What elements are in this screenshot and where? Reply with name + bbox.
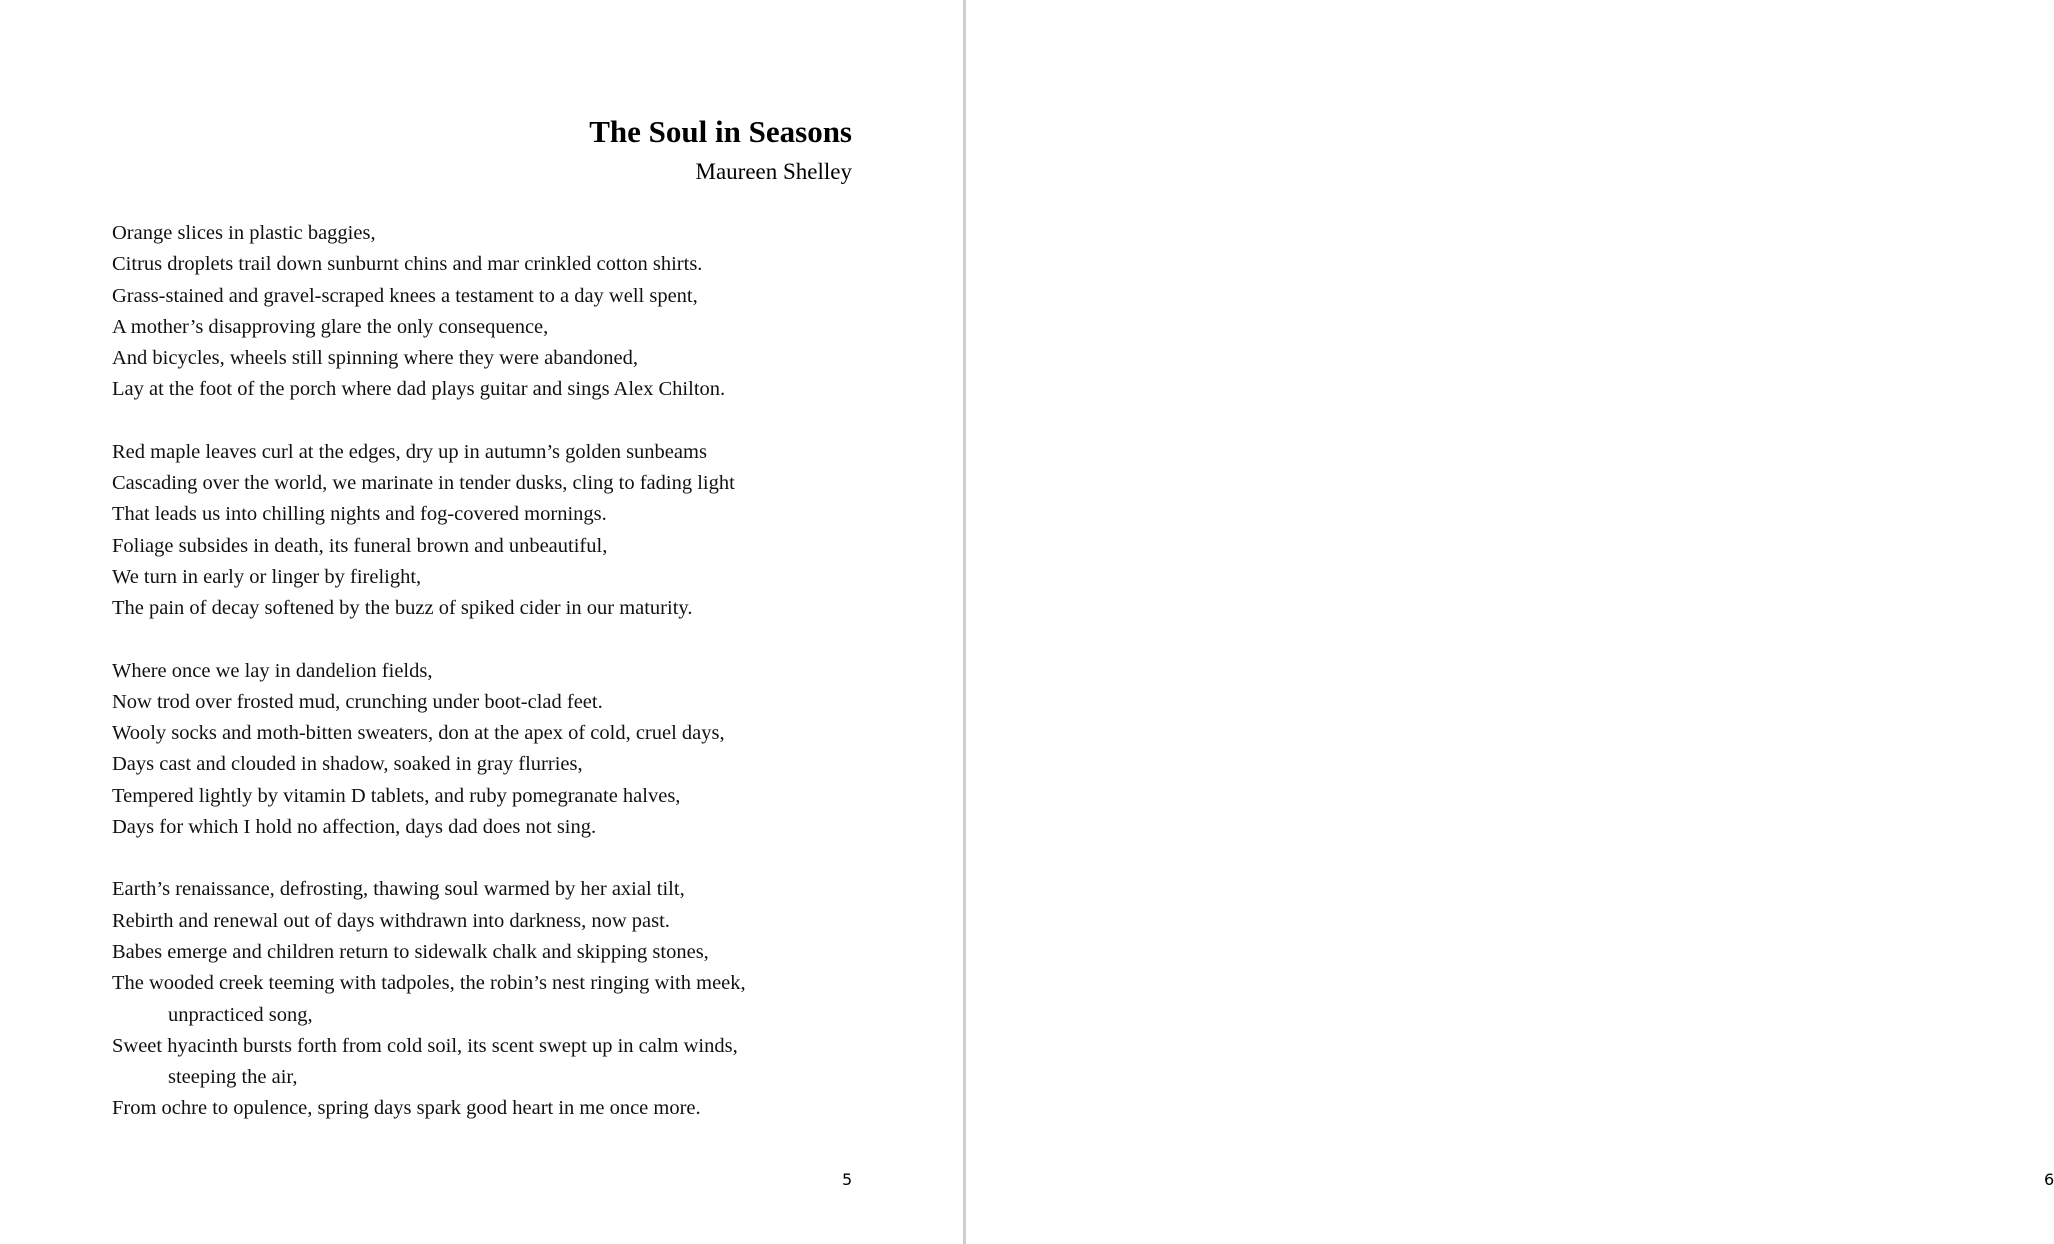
poem-line: We turn in early or linger by firelight, (112, 565, 422, 588)
poem-line: Cascading over the world, we marinate in tender dusks, cling to fading light (112, 472, 735, 495)
poem-line: Tempered lightly by vitamin D tablets, and ruby pomegranate halves, (112, 784, 681, 807)
poem-line: Lay at the foot of the porch where dad plays guitar and sings Alex Chilton. (112, 378, 726, 401)
poem-line: Babes emerge and children return to sidewalk chalk and skipping stones, (112, 940, 709, 963)
poem-line: Earth’s renaissance, defrosting, thawing soul warmed by her axial tilt, (112, 878, 685, 901)
poem-line: Red maple leaves curl at the edges, dry up in autumn’s golden sunbeams (112, 440, 707, 463)
poem-line: The wooded creek teeming with tadpoles, the robin’s nest ringing with meek, (112, 972, 746, 995)
poem-header (589, 112, 852, 188)
poem-line: Foliage subsides in death, its funeral brown and unbeautiful, (112, 534, 608, 557)
poem-line: Orange slices in plastic baggies, (112, 222, 376, 244)
right-page (966, 0, 2054, 1244)
poem-line: Rebirth and renewal out of days withdrawn into darkness, now past. (112, 909, 670, 932)
poem-line: Sweet hyacinth bursts forth from cold soil, its scent swept up in calm winds, (112, 1034, 738, 1057)
poem-title: The Soul in Seasons (589, 114, 852, 149)
poem-line: From ochre to opulence, spring days spark good heart in me once more. (112, 1097, 701, 1120)
stanza-1 (112, 218, 852, 406)
left-page (0, 0, 963, 1244)
stanza-2 (112, 437, 852, 625)
poem-line: The pain of decay softened by the buzz of spiked cider in our maturity. (112, 597, 693, 620)
poem-line: Days for which I hold no affection, days dad does not sing. (112, 816, 597, 839)
page-number-right: 6 (2044, 1170, 2054, 1189)
poem-line: And bicycles, wheels still spinning where they were abandoned, (112, 347, 639, 370)
poem-author: Maureen Shelley (695, 159, 852, 184)
poem-line: Where once we lay in dandelion fields, (112, 659, 433, 682)
poem-line: A mother’s disapproving glare the only consequence, (112, 315, 549, 338)
poem-line: Days cast and clouded in shadow, soaked in gray flurries, (112, 753, 583, 776)
poem-line: Grass-stained and gravel-scraped knees a testament to a day well spent, (112, 284, 698, 307)
page-number-left: 5 (842, 1170, 853, 1189)
poem-body (112, 218, 852, 1156)
poem-line: Wooly socks and moth-bitten sweaters, don at the apex of cold, cruel days, (112, 722, 725, 745)
poem-line: Now trod over frosted mud, crunching under boot-clad feet. (112, 690, 603, 713)
poem-line: Citrus droplets trail down sunburnt chins and mar crinkled cotton shirts. (112, 253, 703, 276)
stanza-3 (112, 656, 852, 844)
poem-line-continuation: unpracticed song, (168, 1003, 313, 1026)
poem-line: That leads us into chilling nights and fog-covered mornings. (112, 503, 607, 526)
stanza-4 (112, 874, 852, 1124)
poem-line-continuation: steeping the air, (168, 1066, 298, 1089)
